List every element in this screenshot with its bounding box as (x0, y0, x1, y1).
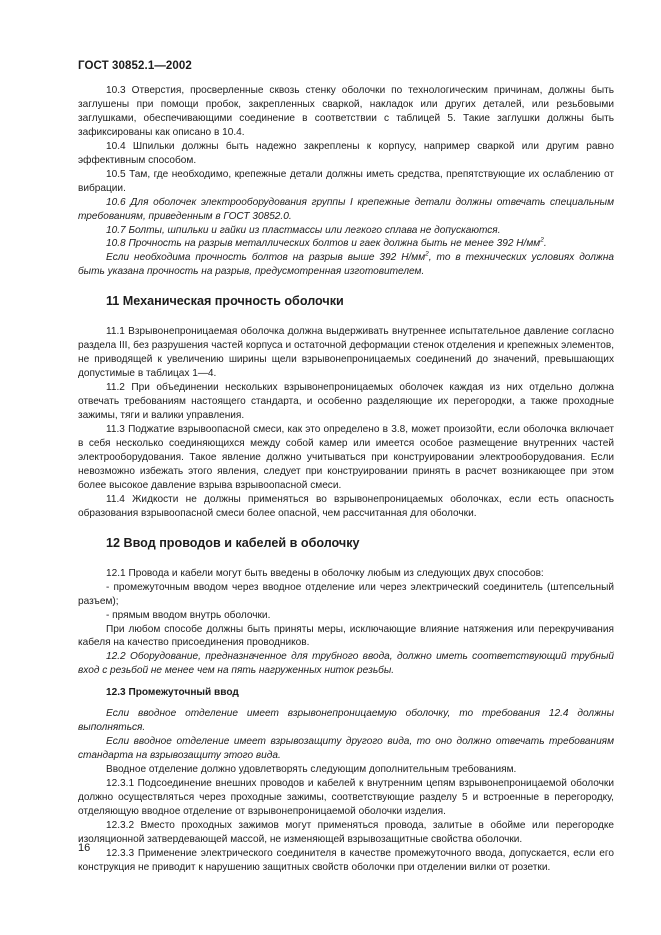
paragraph-12-3-b: Если вводное отделение имеет взрывозащиту другого вида, то оно должно отвечать требованиям стандарта на взрывозащиту этого вида. (78, 736, 614, 762)
list-item-intermediate-entry: - промежуточным вводом через вводное отделение или через электрический соединитель (штепсельный разъем); (78, 581, 614, 607)
paragraph-10-6: 10.6 Для оболочек электрооборудования группы I крепежные детали должны отвечать специальным требованиям, приведенным в ГОСТ 30852.0. (78, 196, 614, 222)
paragraph-tensile-note-text: Если необходима прочность болтов на разрыв выше 392 Н/мм (106, 252, 426, 264)
paragraph-11-4: 11.4 Жидкости не должны применяться во взрывонепроницаемых оболочках, если есть опасность образования взрывоопасной смеси более опасной, чем рассчитанная для оболочки. (78, 493, 614, 519)
paragraph-10-8-tail: . (543, 238, 547, 250)
paragraph-12-3-3: 12.3.3 Применение электрического соединителя в качестве промежуточного ввода, допускается, если его конструкция не приводит к нарушению защитных свойств оболочки при отделении вилки от розетки. (78, 847, 614, 873)
paragraph-11-1: 11.1 Взрывонепроницаемая оболочка должна выдерживать внутреннее испытательное давление согласно раздела III, без разрушения частей корпуса и остаточной деформации стенок отделения и крепежных элементов, не приводящей к увеличению ширины щели взрывонепроницаемых соединений до значений, превышающих допустимые в таблицах 1—4. (78, 326, 614, 380)
section-12-heading: 12 Ввод проводов и кабелей в оболочку (106, 535, 360, 550)
paragraph-10-8-text: 10.8 Прочность на разрыв металлических болтов и гаек должна быть не менее 392 Н/мм (106, 238, 541, 250)
section-12-3-heading: 12.3 Промежуточный ввод (106, 687, 239, 699)
paragraph-12-3-1: 12.3.1 Подсоединение внешних проводов и кабелей к внутренним цепям взрывонепроницаемой оболочки должно осуществляться через проходные зажимы, соответствующие разделу 5 и встроенные в перегородку, отделяющую вводное отделение от взрывонепроницаемой оболочки изделия. (78, 778, 614, 817)
paragraph-11-2: 11.2 При объединении нескольких взрывонепроницаемых оболочек каждая из них отдельно должна отвечать требованиям настоящего стандарта, и особенно разделяющие их перегородки, а также проходные зажимы, тяги и валики управления. (78, 382, 614, 422)
paragraph-tensile-note-tail: , то в технических условиях должна быть указана прочность на разрыв, предусмотренная изготовителем. (78, 252, 614, 278)
paragraph-12-1: 12.1 Провода и кабели могут быть введены в оболочку любым из следующих двух способов: (106, 567, 544, 579)
paragraph-10-7: 10.7 Болты, шпильки и гайки из пластмассы или легкого сплава не допускаются. (106, 224, 501, 236)
paragraph-12-3-2: 12.3.2 Вместо проходных зажимов могут применяться провода, залитые в обойме или перегородке изоляционной затвердевающей массой, не изменяющей взрывозащитные свойства оболочки. (78, 819, 614, 845)
paragraph-tensile-note (78, 251, 614, 279)
paragraph-12-1-note: При любом способе должны быть приняты меры, исключающие влияние натяжения или перекручивания кабеля на качество присоединения проводников. (78, 623, 614, 649)
section-11-heading: 11 Механическая прочность оболочки (106, 294, 344, 309)
paragraph-10-4: 10.4 Шпильки должны быть надежно закреплены к корпусу, например сваркой или другим равно эффективным способом. (78, 140, 614, 166)
superscript: 2 (540, 237, 544, 245)
paragraph-12-3-c: Вводное отделение должно удовлетворять следующим дополнительным требованиям. (106, 764, 517, 776)
paragraph-10-8 (78, 237, 614, 251)
paragraph-10-3: 10.3 Отверстия, просверленные сквозь стенку оболочки по технологическим причинам, должны быть заглушены при помощи пробок, закрепленных сваркой, накладок или других деталей, или резьбовыми заглушками, обеспечивающими соединение в соответствии с таблицей 5. Такие заглушки должны быть зафиксированы как описано в 10.4. (78, 85, 614, 138)
document-body (78, 84, 614, 875)
paragraph-12-2: 12.2 Оборудование, предназначенное для трубного ввода, должно иметь соответствующий трубный вход с резьбой не менее чем на пять нагруженных ниток резьбы. (78, 651, 614, 677)
document-header: ГОСТ 30852.1—2002 (78, 60, 192, 72)
list-item-direct-entry: - прямым вводом внутрь оболочки. (106, 609, 271, 621)
paragraph-10-5: 10.5 Там, где необходимо, крепежные детали должны иметь средства, препятствующие их ослаблению от вибрации. (78, 168, 614, 194)
page-number: 16 (78, 842, 91, 854)
paragraph-11-3: 11.3 Поджатие взрывоопасной смеси, как это определено в 3.8, может произойти, если оболочка включает в себя несколько соединяющихся между собой камер или имеется особое размещение внутренних частей электрооборудования. Такое явление должно учитываться при конструировании электрооборудования. Если невозможно избежать этого явления, следует при конструировании принять в расчет возникающее при этом более высокое давление взрыва взрывоопасной смеси. (78, 424, 614, 491)
paragraph-12-3-a: Если вводное отделение имеет взрывонепроницаемую оболочку, то требования 12.4 должны выполняться. (78, 708, 614, 734)
superscript: 2 (425, 251, 429, 259)
